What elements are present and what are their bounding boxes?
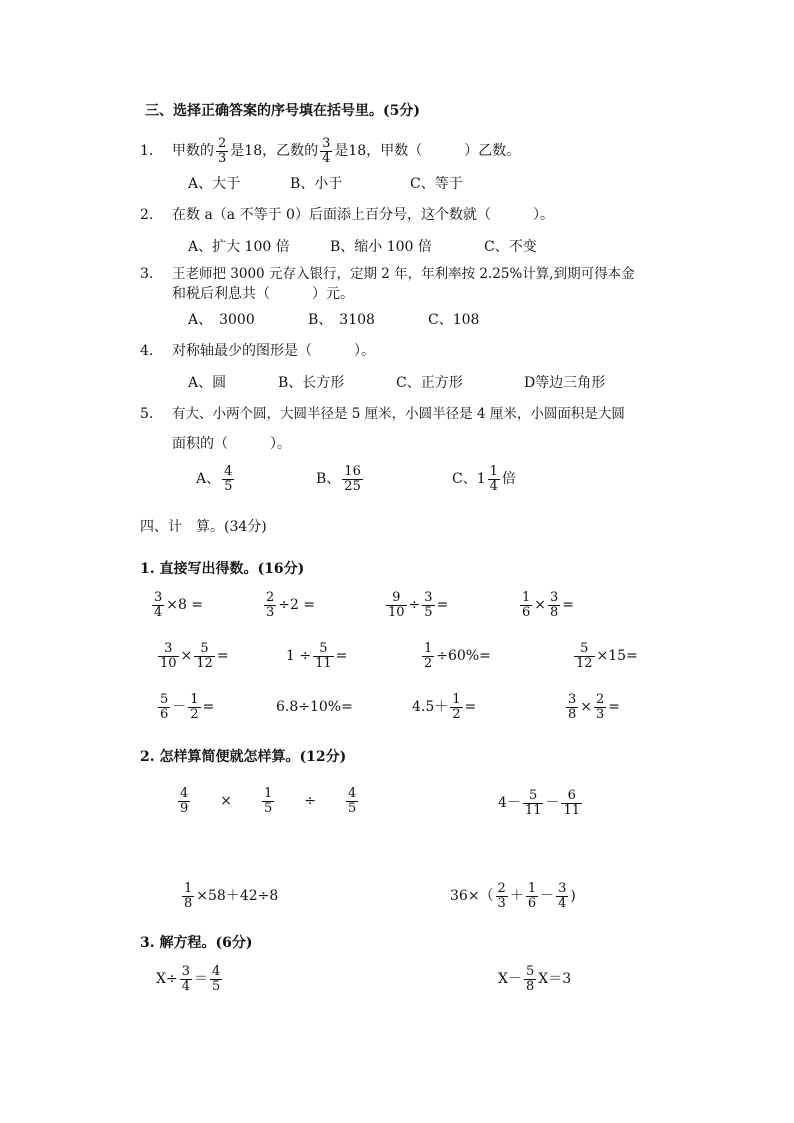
equation-1: X÷ $\frac{3}{4}$ ＝ 4 5 xyxy=(156,963,221,994)
option-c: C、108 xyxy=(428,312,480,328)
option-c: C、不变 xyxy=(484,239,537,255)
fraction: 2 3 xyxy=(497,880,506,911)
question-1 xyxy=(140,134,520,168)
fraction: 1 4 xyxy=(489,463,498,494)
question-number: 3. xyxy=(140,266,154,282)
option-d: D等边三角形 xyxy=(524,375,606,391)
fraction: 5 11 xyxy=(524,787,542,818)
expr-6: 1 ÷ $\frac{5}{11}$ = xyxy=(286,640,348,671)
fraction: $\frac{5}{12}$ xyxy=(576,640,593,671)
section3-title: 三、选择正确答案的序号填在括号里。(5分) xyxy=(145,103,420,119)
fraction: $\frac{1}{2}$ xyxy=(424,640,433,671)
fraction: 4 5 xyxy=(211,963,221,994)
expr-10: 6.8÷10%= xyxy=(276,699,353,715)
fraction: $\frac{5}{11}$ xyxy=(315,640,332,671)
fraction: $\frac{3}{4}$ xyxy=(181,963,190,994)
option-a: A、扩大 100 倍 xyxy=(188,239,290,255)
option-a: A、 4 5 xyxy=(196,463,233,494)
fraction: 3 4 xyxy=(322,135,331,166)
fraction: $\frac{2}{3}$ xyxy=(266,589,275,620)
fraction: 5 6 xyxy=(160,691,169,722)
equation-2: X－ 5 8 X＝3 xyxy=(498,963,572,994)
expr-11: 4.5＋ $\frac{1}{2}$ = xyxy=(412,691,477,722)
expr-3: $\frac{9}{10}$ ÷ $\frac{3}{5}$ = xyxy=(388,589,449,620)
expr-9: 5 6 － $\frac{1}{2}$ = xyxy=(160,691,215,722)
question-text: 是18，乙数的 xyxy=(230,143,319,159)
fraction: $\frac{3}{5}$ xyxy=(424,589,433,620)
fraction: $\frac{4}{5}$ xyxy=(348,785,357,816)
part3-title: 3. 解方程。(6分) xyxy=(140,935,253,951)
question-4-text: 对称轴最少的图形是（ ）。 xyxy=(172,343,375,359)
question-number: 4. xyxy=(140,343,154,359)
expr-2: $\frac{2}{3}$ ÷2 = xyxy=(266,589,316,620)
calc-3: $\frac{1}{8}$ ×58＋42÷8 xyxy=(184,880,279,911)
option-a: A、大于 xyxy=(188,176,241,192)
expr-12: $\frac{3}{8}$ × $\frac{2}{3}$ = xyxy=(568,691,621,722)
fraction: 2 3 xyxy=(218,135,227,166)
fraction: $\frac{3}{8}$ xyxy=(550,589,559,620)
fraction: $\frac{1}{8}$ xyxy=(184,880,193,911)
option-b: B、 3108 xyxy=(308,312,375,328)
option-c: C、正方形 xyxy=(396,375,463,391)
calc-4: 36×（ 2 3 ＋ 1 6 － 3 4 ) xyxy=(450,880,576,911)
option-b: B、缩小 100 倍 xyxy=(330,239,432,255)
question-number: 5. xyxy=(140,406,154,422)
question-text: 是18，甲数（ ）乙数。 xyxy=(334,143,521,159)
fraction: $\frac{1}{5}$ xyxy=(264,785,273,816)
fraction: 4 5 xyxy=(224,463,233,494)
fraction: $\frac{1}{2}$ xyxy=(452,691,461,722)
option-b: B、长方形 xyxy=(278,375,345,391)
fraction: $\frac{3}{10}$ xyxy=(160,640,177,671)
fraction: $\frac{1}{6}$ xyxy=(522,589,531,620)
fraction: 3 4 xyxy=(558,880,567,911)
question-number: 1. xyxy=(140,143,154,159)
part1-title: 1. 直接写出得数。(16分) xyxy=(140,561,305,577)
calc-2: 4－ 5 11 － 6 11 xyxy=(498,787,581,818)
fraction: $\frac{4}{9}$ xyxy=(180,785,189,816)
question-number: 2. xyxy=(140,207,154,223)
expr-1: $\frac{3}{4}$ ×8 = xyxy=(154,589,204,620)
part2-title: 2. 怎样算简便就怎样算。(12分) xyxy=(140,749,347,765)
expr-5: $\frac{3}{10}$ × $\frac{5}{12}$ = xyxy=(160,640,229,671)
expr-7: $\frac{1}{2}$ ÷60%= xyxy=(424,640,491,671)
fraction: 1 6 xyxy=(527,880,537,911)
fraction: $\frac{5}{12}$ xyxy=(196,640,213,671)
fraction: 5 8 xyxy=(525,963,535,994)
fraction: $\frac{2}{3}$ xyxy=(596,691,605,722)
question-3-line2: 和税后利息共（ ）元。 xyxy=(172,286,354,302)
calc-1: $\frac{4}{9}$ × $\frac{1}{5}$ ÷ $\frac{4}{5}$ xyxy=(180,785,357,816)
question-2-text: 在数 a（a 不等于 0）后面添上百分号，这个数就（ ）。 xyxy=(172,207,554,223)
fraction: 16 25 xyxy=(344,463,361,494)
section4-title: 四、计 算。(34分) xyxy=(140,519,267,535)
question-text: 甲数的 xyxy=(172,143,214,159)
fraction: $\frac{3}{8}$ xyxy=(568,691,577,722)
option-c: C、等于 xyxy=(410,176,463,192)
fraction: $\frac{3}{4}$ xyxy=(154,589,163,620)
option-a: A、圆 xyxy=(188,375,227,391)
question-5-line1: 有大、小两个圆，大圆半径是 5 厘米，小圆半径是 4 厘米，小圆面积是大圆 xyxy=(172,406,625,422)
question-5-line2: 面积的（ ）。 xyxy=(172,436,291,452)
fraction: 6 11 xyxy=(563,787,581,818)
expr-4: $\frac{1}{6}$ × $\frac{3}{8}$ = xyxy=(522,589,575,620)
expr-8: $\frac{5}{12}$ ×15= xyxy=(576,640,638,671)
fraction: $\frac{1}{2}$ xyxy=(190,691,199,722)
option-b: B、小于 xyxy=(290,176,343,192)
option-c: C、1 1 4 倍 xyxy=(452,463,516,494)
option-b: B、 16 25 xyxy=(316,463,361,494)
option-a: A、 3000 xyxy=(188,312,255,328)
question-3-line1: 王老师把 3000 元存入银行，定期 2 年，年利率按 2.25%计算,到期可得本金 xyxy=(172,266,635,282)
fraction: $\frac{9}{10}$ xyxy=(388,589,405,620)
